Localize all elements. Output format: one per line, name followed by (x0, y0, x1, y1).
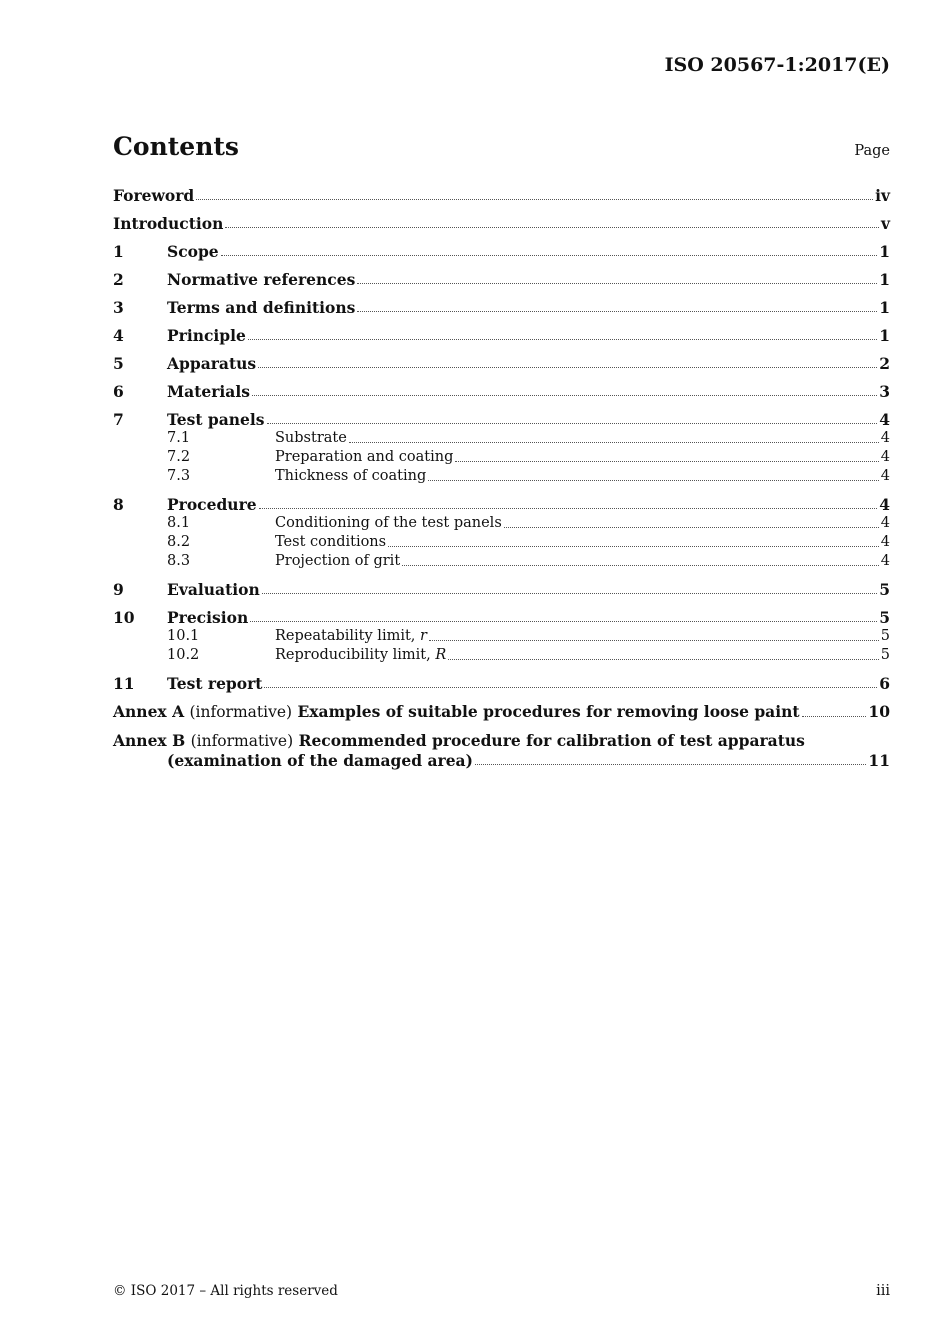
toc-entry-number: 7 (113, 410, 124, 429)
toc-entry-page: 4 (879, 495, 890, 514)
toc-entry-title (275, 646, 446, 665)
dot-leader (262, 592, 877, 594)
annex-title: Recommended procedure for calibration of test apparatus (298, 731, 805, 750)
toc-entry-symbol: R (435, 647, 447, 663)
dot-leader (402, 564, 879, 566)
toc-entry[interactable] (113, 354, 890, 373)
annex-page: 11 (868, 751, 890, 770)
toc-entry-title-text: Scope (167, 242, 219, 261)
toc-entry-page: iv (875, 186, 890, 205)
toc-entry-number: 3 (113, 298, 124, 317)
toc-entry-number: 7.2 (167, 449, 191, 465)
annex-label: Annex A (113, 702, 185, 721)
toc-entry[interactable] (113, 270, 890, 289)
toc-entry-title (167, 326, 246, 345)
dot-leader (264, 686, 877, 688)
toc-entry-title-text: Procedure (167, 495, 257, 514)
dot-leader (448, 658, 878, 660)
toc-entry-page: 3 (879, 382, 890, 401)
toc-entry-title-text: Reproducibility limit, (275, 647, 436, 663)
toc-entry-title (167, 410, 265, 429)
toc-subentry[interactable] (113, 429, 890, 448)
toc-entry-title-text: Materials (167, 382, 250, 401)
toc-entry-number: 9 (113, 580, 124, 599)
dot-leader (429, 639, 879, 641)
toc-entry[interactable] (113, 242, 890, 261)
toc-entry-title-text: Foreword (113, 186, 195, 205)
toc-entry-title-text: Introduction (113, 214, 224, 233)
annex-b-line-2 (113, 751, 890, 770)
toc-entry-page: 6 (879, 674, 890, 693)
toc-subentry[interactable] (113, 467, 890, 486)
page-footer (113, 1283, 890, 1299)
annex-page: 10 (868, 702, 890, 721)
toc-entry-title-text: Test report (167, 674, 263, 693)
annex-label: Annex B (113, 731, 186, 750)
toc-entry-title (275, 467, 426, 486)
toc-entry-page: 5 (879, 608, 890, 627)
toc-entry-title (275, 429, 347, 448)
toc-subentry[interactable] (113, 448, 890, 467)
toc-entry-title-text: Evaluation (167, 580, 260, 599)
toc-entry-title (113, 214, 223, 233)
document-id: ISO 20567-1:2017(E) (664, 54, 890, 76)
page-number: iii (876, 1283, 890, 1299)
toc-entry-number: 11 (113, 674, 135, 693)
toc-entry-number: 8 (113, 495, 124, 514)
annex-b-line-1 (113, 731, 890, 751)
toc-entry-page: v (880, 214, 890, 233)
dot-leader (504, 526, 879, 528)
dot-leader (267, 422, 878, 424)
dot-leader (259, 507, 878, 509)
annex-type: (informative) (190, 732, 294, 750)
toc-entry-page: 4 (879, 410, 890, 429)
dot-leader (250, 620, 877, 622)
toc-entry-page: 1 (879, 270, 890, 289)
contents-title: Contents (113, 132, 240, 161)
toc-entry-title (275, 448, 453, 467)
toc-entry-title (167, 580, 260, 599)
toc-entry-title (167, 608, 248, 627)
toc-entry-page: 1 (879, 242, 890, 261)
toc-entry-title (167, 382, 250, 401)
toc-entry-title-text: Preparation and coating (275, 449, 454, 465)
annex-type: (informative) (189, 703, 293, 721)
toc-entry-number: 8.3 (167, 553, 191, 569)
toc-entry-title-text: Substrate (275, 430, 347, 446)
toc-entry-title-text: Conditioning of the test panels (275, 515, 502, 531)
toc-entry-title-text: Apparatus (167, 354, 257, 373)
toc-entry-page: 2 (879, 354, 890, 373)
contents-header (113, 132, 890, 162)
toc-entry-title (167, 674, 262, 693)
toc-entry-number: 6 (113, 382, 124, 401)
toc-entry-title (275, 627, 427, 646)
toc-entry[interactable] (113, 326, 890, 345)
toc-entry[interactable] (113, 186, 890, 205)
toc-entry-symbol: r (420, 628, 427, 644)
toc-entry-page: 4 (880, 468, 890, 484)
toc-entry-title-text: Principle (167, 326, 246, 345)
toc-entry-page: 4 (880, 553, 890, 569)
dot-leader (349, 441, 879, 443)
toc-entry-page: 1 (879, 326, 890, 345)
toc-subentry[interactable] (113, 627, 890, 646)
dot-leader (428, 479, 879, 481)
toc-entry-title (167, 270, 355, 289)
toc-subentry[interactable] (113, 646, 890, 665)
toc-entry-number: 10.2 (167, 647, 200, 663)
toc-entry-title-text: Thickness of coating (275, 468, 427, 484)
toc-entry-title (167, 354, 256, 373)
toc-entry-number: 1 (113, 242, 124, 261)
dot-leader (475, 763, 866, 765)
toc-entry-page: 5 (880, 628, 890, 644)
toc-entry-number: 5 (113, 354, 124, 373)
toc-entry-title-text: Test conditions (275, 534, 387, 550)
toc-entry-title (113, 186, 194, 205)
toc-entry-number: 10 (113, 608, 135, 627)
annex-a-heading (113, 702, 800, 722)
toc-entry-page: 4 (880, 534, 890, 550)
toc-entry-title-text: Test panels (167, 410, 265, 429)
toc-entry-title (275, 552, 400, 571)
toc-subentry[interactable] (113, 552, 890, 571)
dot-leader (357, 310, 877, 312)
toc-entry[interactable] (113, 410, 890, 429)
toc-entry-title (275, 533, 386, 552)
toc-entry-page: 4 (880, 449, 890, 465)
toc-entry-page: 4 (880, 515, 890, 531)
annex-b-heading (113, 731, 805, 751)
toc-entry-title-text: Terms and definitions (167, 298, 356, 317)
toc-entry-number: 2 (113, 270, 124, 289)
copyright-notice: © ISO 2017 – All rights reserved (113, 1283, 338, 1299)
dot-leader (225, 226, 879, 228)
toc-entry-number: 10.1 (167, 628, 200, 644)
dot-leader (455, 460, 878, 462)
toc-entry[interactable] (113, 382, 890, 401)
toc-entry-number: 8.1 (167, 515, 191, 531)
toc-entry-title-text: Projection of grit (275, 553, 401, 569)
toc-entry[interactable] (113, 674, 890, 693)
toc-entry[interactable] (113, 214, 890, 233)
toc-entry[interactable] (113, 298, 890, 317)
dot-leader (196, 198, 873, 200)
dot-leader (248, 338, 877, 340)
toc-entry-title (167, 495, 257, 514)
toc-entry-number: 7.3 (167, 468, 191, 484)
toc-entry-number: 8.2 (167, 534, 191, 550)
toc-annex-b[interactable] (113, 731, 890, 770)
toc-entry-title-text: Precision (167, 608, 249, 627)
toc-entry[interactable] (113, 495, 890, 514)
dot-leader (802, 715, 867, 717)
toc-entry[interactable] (113, 580, 890, 599)
dot-leader (388, 545, 879, 547)
dot-leader (357, 282, 877, 284)
dot-leader (221, 254, 878, 256)
toc-entry-page: 1 (879, 298, 890, 317)
annex-title-continued: (examination of the damaged area) (167, 751, 473, 770)
toc-subentry[interactable] (113, 533, 890, 552)
toc-entry-title-text: Normative references (167, 270, 356, 289)
toc-entry-title (167, 298, 355, 317)
annex-title: Examples of suitable procedures for removing loose paint (297, 702, 800, 721)
dot-leader (252, 394, 877, 396)
toc-entry-title (167, 242, 219, 261)
toc-entry-page: 5 (880, 647, 890, 663)
dot-leader (258, 366, 877, 368)
toc-entry-title (275, 514, 502, 533)
page-column-label: Page (854, 143, 890, 159)
toc-subentry[interactable] (113, 514, 890, 533)
toc-entry-number: 4 (113, 326, 124, 345)
toc-entry-title-text: Repeatability limit, (275, 628, 421, 644)
toc-entry-page: 4 (880, 430, 890, 446)
toc-entry[interactable] (113, 608, 890, 627)
toc-annex-a[interactable] (113, 702, 890, 722)
toc-entry-number: 7.1 (167, 430, 191, 446)
toc-entry-page: 5 (879, 580, 890, 599)
table-of-contents (113, 186, 890, 770)
